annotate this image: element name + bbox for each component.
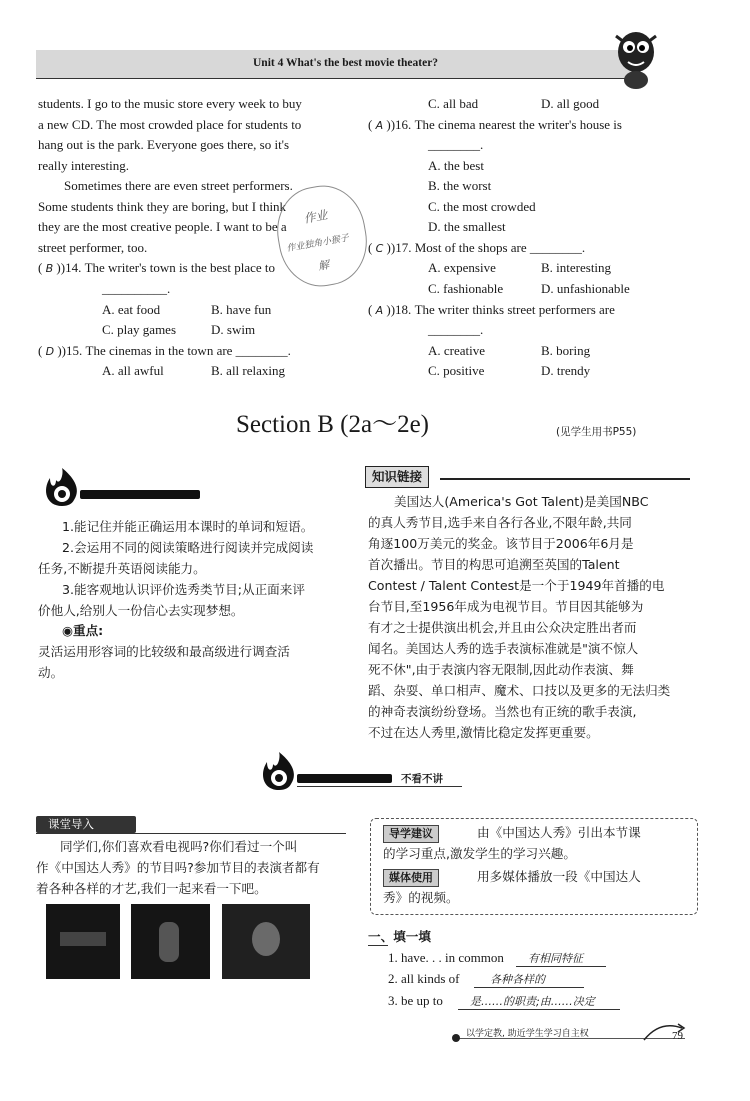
option: A. the best — [428, 158, 484, 173]
page-number: 79 — [672, 1030, 683, 1042]
class-banner-bar — [297, 774, 392, 783]
fill-blank-line — [458, 1009, 620, 1010]
footer-dot-icon — [452, 1034, 460, 1042]
option: C. the most crowded — [428, 199, 536, 214]
guide-text: 由《中国达人秀》引出本节课 — [477, 825, 641, 840]
knowledge-link-label: 知识链接 — [365, 466, 429, 488]
goals-banner — [38, 466, 208, 506]
fill-answer: 是……的职责;由……决定 — [470, 995, 595, 1008]
key-point-label: ◉重点: — [62, 623, 104, 638]
flame-emblem-icon — [38, 466, 86, 510]
passage-line: hang out is the park. Everyone goes there, so it's — [38, 137, 290, 152]
passage-line: Some students think they are boring, but I think — [38, 199, 287, 214]
intro-line: 作《中国达人秀》的节目吗?参加节目的表演者都有 — [36, 860, 320, 875]
option: D. all good — [541, 96, 600, 111]
question-18: ( A ))18. The writer thinks street performers are — [368, 302, 615, 317]
page-header-title: Unit 4 What's the best movie theater? — [253, 57, 439, 69]
answer-16: A — [375, 119, 384, 132]
guide-text: 用多媒体播放一段《中国达人 — [477, 869, 641, 884]
fill-answer: 有相同特征 — [528, 952, 583, 965]
knowledge-line: 蹈、杂耍、单口相声、魔术、口技以及更多的无法归类 — [368, 683, 671, 698]
answer-18: A — [375, 304, 384, 317]
knowledge-line: 的真人秀节目,选手来自各行各业,不限年龄,共同 — [368, 515, 632, 530]
knowledge-line: 美国达人(America's Got Talent)是美国NBC — [394, 494, 649, 509]
question-15: ( D ))15. The cinemas in the town are ________. — [38, 343, 291, 358]
option: C. play games — [102, 322, 177, 337]
intro-line: 着各种各样的才艺,我们一起来看一下吧。 — [36, 881, 267, 896]
answer-15: D — [45, 345, 55, 358]
passage-line: a new CD. The most crowded place for students to — [38, 117, 302, 132]
guide-tag-media: 媒体使用 — [383, 869, 439, 887]
passage-line: Sometimes there are even street performers. — [64, 178, 293, 193]
option: C. positive — [428, 363, 485, 378]
option: C. fashionable — [428, 281, 504, 296]
option: B. boring — [541, 343, 591, 358]
fill-phrase: 3. be up to — [388, 993, 443, 1008]
fill-blank-line — [516, 966, 606, 967]
option: A. expensive — [428, 260, 496, 275]
fill-phrase: 2. all kinds of — [388, 971, 460, 986]
guide-text: 秀》的视频。 — [383, 890, 459, 905]
question-16: ( A ))16. The cinema nearest the writer's house is — [368, 117, 622, 132]
option: D. trendy — [541, 363, 591, 378]
fill-phrase: 1. have. . . in common — [388, 950, 504, 965]
mascot-icon — [606, 22, 666, 94]
guide-text: 的学习重点,激发学生的学习兴趣。 — [383, 846, 576, 861]
class-banner — [255, 750, 465, 790]
stamp-mark: 作业 作业独角小猴子 解 — [270, 179, 374, 293]
fill-blank-line — [474, 987, 584, 988]
knowledge-rule — [440, 478, 690, 480]
fill-answer: 各种各样的 — [490, 973, 545, 986]
goals-banner-bar — [80, 490, 200, 499]
photo-stage-1 — [46, 904, 120, 979]
option: B. the worst — [428, 178, 492, 193]
photo-stage-2 — [131, 904, 210, 979]
knowledge-line: 的神奇表演纷纷登场。当然也有正统的歌手表演, — [368, 704, 637, 719]
goal-item: 任务,不断提升英语阅读能力。 — [38, 561, 206, 576]
passage-line: they are the most creative people. I want to be a — [38, 219, 287, 234]
knowledge-line: 角逐100万美元的奖金。该节目于2006年6月是 — [368, 536, 634, 551]
guide-tag-suggestion: 导学建议 — [383, 825, 439, 843]
option: B. have fun — [211, 302, 272, 317]
goal-item: 2.会运用不同的阅读策略进行阅读并完成阅读 — [62, 540, 314, 555]
section-title: Section B (2a～2e) — [236, 411, 430, 438]
question-17: ( C ))17. Most of the shops are ________. — [368, 240, 586, 255]
knowledge-line: 首次播出。节目的构思可追溯至英国的Talent — [368, 557, 620, 572]
header-rule — [36, 78, 636, 79]
class-banner-rule — [297, 786, 462, 787]
option: D. swim — [211, 322, 256, 337]
flame-emblem-icon — [255, 750, 303, 794]
photo-detail — [60, 932, 106, 946]
answer-17: C — [375, 242, 384, 255]
blank-14: __________. — [102, 281, 171, 296]
knowledge-line: 不过在达人秀里,激情比稳定发挥更重要。 — [368, 725, 599, 740]
passage-line: really interesting. — [38, 158, 129, 173]
option: A. all awful — [102, 363, 164, 378]
blank-18: ________. — [428, 322, 484, 337]
intro-tab: 课堂导入 — [36, 816, 136, 833]
option: C. all bad — [428, 96, 479, 111]
knowledge-line: 死不休",由于表演内容无限制,因此动作表演、舞 — [368, 662, 634, 677]
goal-item: 价他人,给别人一份信心去实现梦想。 — [38, 603, 244, 618]
answer-14: B — [45, 262, 54, 275]
photo-detail — [159, 922, 179, 962]
option: B. all relaxing — [211, 363, 286, 378]
passage-line: students. I go to the music store every week to buy — [38, 96, 302, 111]
option: D. unfashionable — [541, 281, 630, 296]
knowledge-line: 有才之士提供演出机会,并且由公众决定胜出者而 — [368, 620, 637, 635]
option: D. the smallest — [428, 219, 506, 234]
goal-item: 3.能客观地认识评价选秀类节目;从正面来评 — [62, 582, 305, 597]
goal-item: 1.能记住并能正确运用本课时的单词和短语。 — [62, 519, 314, 534]
blank-16: ________. — [428, 137, 484, 152]
footer-text: 以学定教, 助近学生学习自主权 — [466, 1029, 589, 1039]
fill-heading-rule — [368, 945, 388, 946]
intro-line: 同学们,你们喜欢看电视吗?你们看过一个叫 — [60, 839, 298, 854]
guide-box — [370, 818, 698, 915]
passage-line: street performer, too. — [38, 240, 148, 255]
section-reference: (见学生用书P55) — [556, 426, 637, 438]
option: A. creative — [428, 343, 486, 358]
key-point-text: 动。 — [38, 665, 64, 680]
fill-heading: 一、填一填 — [368, 929, 431, 944]
photo-detail — [252, 922, 280, 956]
knowledge-line: Contest / Talent Contest是一个于1949年首播的电 — [368, 578, 665, 593]
question-14: ( B ))14. The writer's town is the best place to — [38, 260, 276, 275]
knowledge-line: 闻名。美国达人秀的选手表演标准就是"演不惊人 — [368, 641, 639, 656]
knowledge-line: 台节目,至1956年成为电视节目。节目因其能够为 — [368, 599, 644, 614]
option: A. eat food — [102, 302, 161, 317]
intro-rule — [36, 833, 346, 834]
option: B. interesting — [541, 260, 612, 275]
photo-stage-3 — [222, 904, 310, 979]
class-banner-note: 不看不讲 — [401, 773, 443, 785]
key-point-text: 灵活运用形容词的比较级和最高级进行调查活 — [38, 644, 290, 659]
